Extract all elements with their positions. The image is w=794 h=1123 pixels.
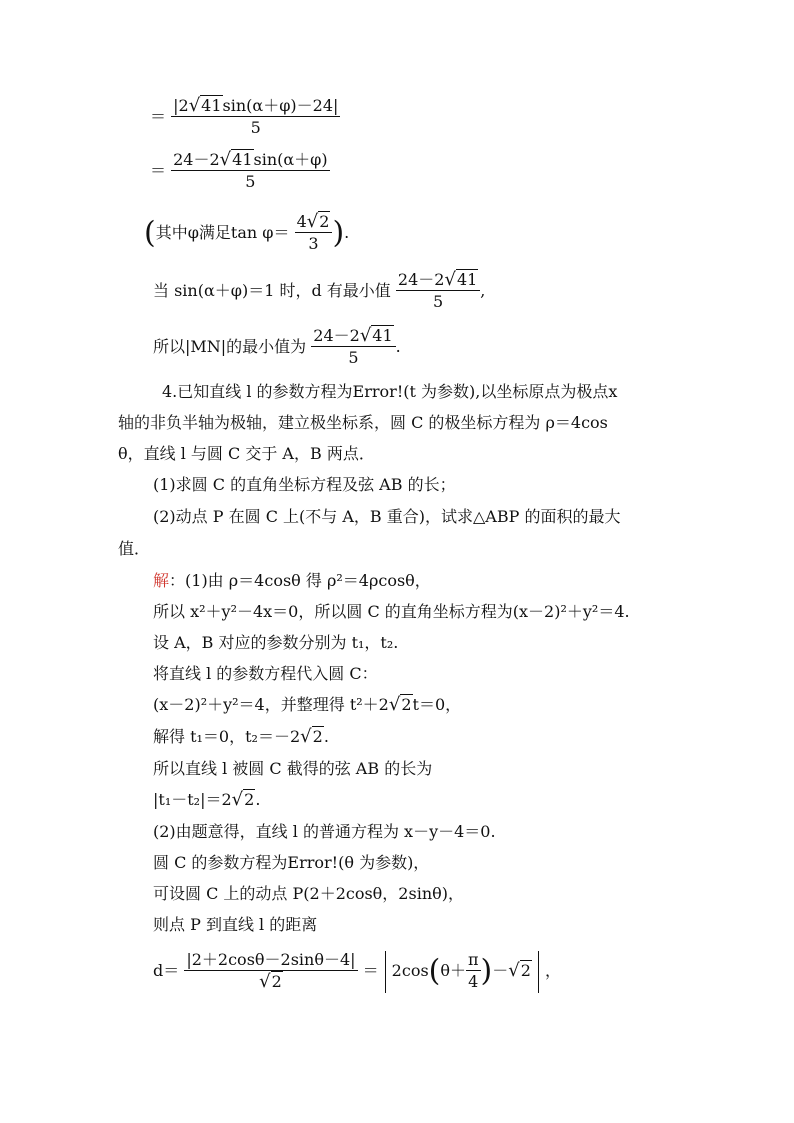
formula-line-4: 当 sin(α＋φ)＝1 时，d 有最小值 $\frac{24-2√41}{5}$ , bbox=[153, 269, 486, 311]
fraction: $\frac{4√2}{3}$ bbox=[295, 212, 333, 255]
solution-line-7: 所以直线 l 被圆 C 截得的弦 AB 的长为 bbox=[153, 759, 433, 778]
question-line-3: θ，直线 l 与圆 C 交于 A，B 两点． bbox=[118, 444, 375, 463]
solution-line-4: 将直线 l 的参数方程代入圆 C： bbox=[153, 664, 378, 683]
formula-line-3: (其中φ满足tan φ＝ $\frac{4√2}{3}$ ). bbox=[144, 211, 350, 253]
solution-line-9: (2)由题意得，直线 l 的普通方程为 x－y－4＝0. bbox=[153, 822, 496, 841]
solution-line-5: (x－2)²＋y²＝4，并整理得 t²＋2√2t＝0， bbox=[153, 694, 462, 715]
equals-sign: ＝ bbox=[150, 107, 167, 126]
solution-line-12: 则点 P 到直线 l 的距离 bbox=[153, 915, 318, 934]
fraction: $\frac{|2+2\cos\theta-2\sin\theta-4|}{√2}$ bbox=[186, 950, 356, 992]
formula-line-1 bbox=[150, 96, 340, 139]
equals-sign: ＝ bbox=[150, 161, 167, 180]
solution-label: 解 bbox=[153, 571, 170, 590]
solution-line-2: 所以 x²＋y²－4x＝0，所以圆 C 的直角坐标方程为(x－2)²＋y²＝4. bbox=[153, 602, 630, 621]
fraction: $\frac{24-2√41}{5}$ bbox=[311, 326, 395, 369]
question-part-2-cont: 值． bbox=[118, 539, 151, 558]
solution-line-10: 圆 C 的参数方程为Error!(θ 为参数)， bbox=[153, 853, 430, 872]
solution-line-11: 可设圆 C 上的动点 P(2＋2cosθ，2sinθ)， bbox=[153, 884, 464, 903]
solution-line-1: 解：(1)由 ρ＝4cosθ 得 ρ²＝4ρcosθ， bbox=[153, 571, 431, 590]
question-line-1: 4.已知直线 l 的参数方程为Error!(t 为参数),以坐标原点为极点x bbox=[162, 382, 618, 401]
fraction: $\frac{24-2√41}{5}$ bbox=[396, 270, 480, 313]
fraction: $\frac{\pi}{4}$ bbox=[468, 950, 479, 991]
solution-line-8: |t₁－t₂|＝2√2. bbox=[153, 789, 261, 810]
solution-line-6: 解得 t₁＝0，t₂＝－2√2. bbox=[153, 726, 329, 747]
solution-line-3: 设 A，B 对应的参数分别为 t₁，t₂. bbox=[153, 633, 399, 652]
fraction: $\frac{|2√41\sin(\alpha+\varphi)-24|}{5}$ bbox=[173, 95, 339, 137]
fraction: $\frac{24-2√41\sin(\alpha+\varphi)}{5}$ bbox=[173, 149, 328, 191]
formula-line-5: 所以|MN|的最小值为 $\frac{24-2√41}{5}$ . bbox=[153, 325, 401, 367]
distance-formula: d＝ $\frac{|2+2\cos\theta-2\sin\theta-4|}{√2}$ ＝ 2cos(θ＋ $\frac{\pi}{4}$ )－√2 ， bbox=[153, 950, 561, 992]
question-part-2: (2)动点 P 在圆 C 上(不与 A，B 重合)，试求△ABP 的面积的最大 bbox=[153, 507, 621, 526]
question-line-2: 轴的非负半轴为极轴，建立极坐标系，圆 C 的极坐标方程为 ρ＝4cos bbox=[118, 413, 608, 432]
formula-line-2 bbox=[150, 150, 330, 193]
question-part-1: (1)求圆 C 的直角坐标方程及弦 AB 的长； bbox=[153, 475, 456, 494]
